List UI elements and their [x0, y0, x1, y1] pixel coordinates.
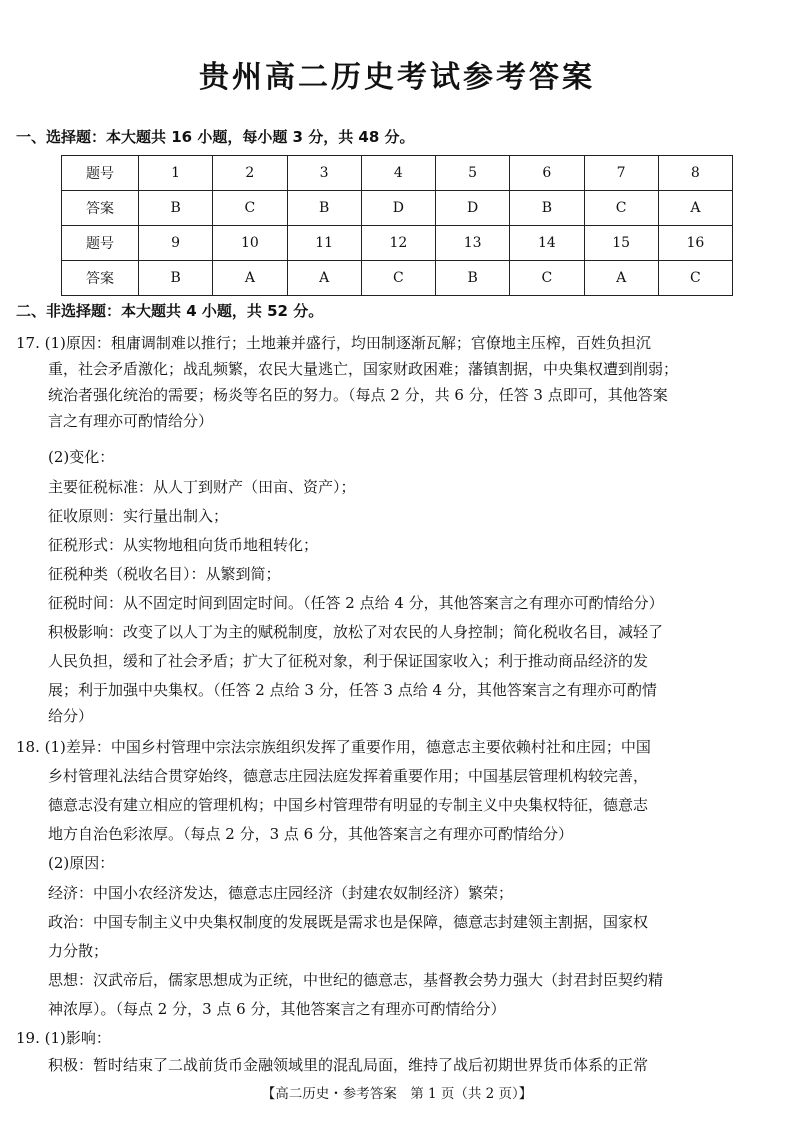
table-cell: B	[287, 191, 361, 226]
table-cell: 8	[658, 156, 732, 191]
page-footer: 【高二历史・参考答案 第 1 页（共 2 页）】	[261, 1086, 533, 1102]
table-cell: C	[584, 191, 658, 226]
answer-line: 力分散；	[48, 942, 109, 960]
page-title: 贵州高二历史考试参考答案	[199, 60, 595, 95]
answer-line: 给分）	[48, 707, 94, 725]
answer-line: 展；利于加强中央集权。（任答 2 点给 3 分，任答 3 点给 4 分，其他答案言之有理亦可酌情	[48, 681, 657, 699]
table-cell: C	[658, 261, 732, 296]
table-cell: 题号	[62, 226, 139, 261]
table-cell: 1	[139, 156, 213, 191]
answer-line: 德意志没有建立相应的管理机构；中国乡村管理带有明显的专制主义中央集权特征，德意志	[48, 796, 649, 814]
table-cell: 答案	[62, 261, 139, 296]
answer-line: 神浓厚）。（每点 2 分，3 点 6 分，其他答案言之有理亦可酌情给分）	[48, 1000, 506, 1018]
answer-line: 19. (1)影响：	[16, 1029, 111, 1047]
table-cell: 9	[139, 226, 213, 261]
table-cell: 6	[510, 156, 584, 191]
table-cell: C	[361, 261, 435, 296]
table-cell: B	[510, 191, 584, 226]
table-cell: 题号	[62, 156, 139, 191]
table-cell: 13	[436, 226, 510, 261]
table-row	[62, 226, 733, 261]
table-cell: 3	[287, 156, 361, 191]
answer-line: 征税种类（税收名目）：从繁到简；	[48, 565, 281, 583]
table-cell: 4	[361, 156, 435, 191]
table-cell: 12	[361, 226, 435, 261]
section-heading-choice: 一、选择题：本大题共 16 小题，每小题 3 分，共 48 分。	[16, 128, 415, 146]
table-cell: C	[510, 261, 584, 296]
answer-line: 思想：汉武帝后，儒家思想成为正统，中世纪的德意志，基督教会势力强大（封君封臣契约精	[48, 971, 664, 989]
table-cell: 7	[584, 156, 658, 191]
answer-line: 统治者强化统治的需要；杨炎等名臣的努力。（每点 2 分，共 6 分，任答 3 点即可，其他答案	[48, 386, 668, 404]
table-cell: 10	[213, 226, 287, 261]
table-row	[62, 261, 733, 296]
answer-line: 重，社会矛盾激化；战乱频繁，农民大量逃亡，国家财政困难；藩镇割据，中央集权遭到削弱；	[48, 360, 679, 378]
table-cell: A	[213, 261, 287, 296]
answer-line: 主要征税标准：从人丁到财产（田亩、资产）；	[48, 478, 356, 496]
table-cell: D	[436, 191, 510, 226]
table-cell: A	[584, 261, 658, 296]
table-cell: 11	[287, 226, 361, 261]
answer-line: 积极影响：改变了以人丁为主的赋税制度，放松了对农民的人身控制；简化税收名目，减轻了	[48, 623, 664, 641]
answer-line: 人民负担，缓和了社会矛盾；扩大了征税对象，利于保证国家收入；利于推动商品经济的发	[48, 652, 649, 670]
table-cell: 16	[658, 226, 732, 261]
answer-table	[61, 155, 733, 296]
table-cell: 15	[584, 226, 658, 261]
answer-line: 17. (1)原因：租庸调制难以推行；土地兼并盛行，均田制逐渐瓦解；官僚地主压榨，百姓负担沉	[16, 334, 651, 352]
table-row	[62, 156, 733, 191]
table-cell: D	[361, 191, 435, 226]
table-cell: B	[139, 261, 213, 296]
table-cell: 答案	[62, 191, 139, 226]
answer-line: 乡村管理礼法结合贯穿始终，德意志庄园法庭发挥着重要作用；中国基层管理机构较完善，	[48, 767, 649, 785]
answer-line: 征收原则：实行量出制入；	[48, 507, 229, 525]
table-cell: 14	[510, 226, 584, 261]
answer-line: 征税形式：从实物地租向货币地租转化；	[48, 536, 319, 554]
table-cell: A	[658, 191, 732, 226]
answer-line: 征税时间：从不固定时间到固定时间。（任答 2 点给 4 分，其他答案言之有理亦可酌情给分）	[48, 594, 664, 612]
table-cell: 5	[436, 156, 510, 191]
answer-line: (2)变化：	[48, 448, 115, 466]
answer-line: 经济：中国小农经济发达，德意志庄园经济（封建农奴制经济）繁荣；	[48, 884, 514, 902]
answer-line: (2)原因：	[48, 854, 115, 872]
table-cell: 2	[213, 156, 287, 191]
answer-line: 地方自治色彩浓厚。（每点 2 分，3 点 6 分，其他答案言之有理亦可酌情给分）	[48, 825, 573, 843]
table-cell: A	[287, 261, 361, 296]
table-cell: C	[213, 191, 287, 226]
table-cell: B	[436, 261, 510, 296]
answer-line: 积极：暂时结束了二战前货币金融领域里的混乱局面，维持了战后初期世界货币体系的正常	[48, 1056, 649, 1074]
section-heading-essay: 二、非选择题：本大题共 4 小题，共 52 分。	[16, 302, 324, 320]
answer-line: 18. (1)差异：中国乡村管理中宗法宗族组织发挥了重要作用，德意志主要依赖村社和庄园；中国	[16, 738, 651, 756]
table-row	[62, 191, 733, 226]
table-cell: B	[139, 191, 213, 226]
answer-line: 言之有理亦可酌情给分）	[48, 412, 214, 430]
answer-line: 政治：中国专制主义中央集权制度的发展既是需求也是保障，德意志封建领主割据，国家权	[48, 913, 649, 931]
